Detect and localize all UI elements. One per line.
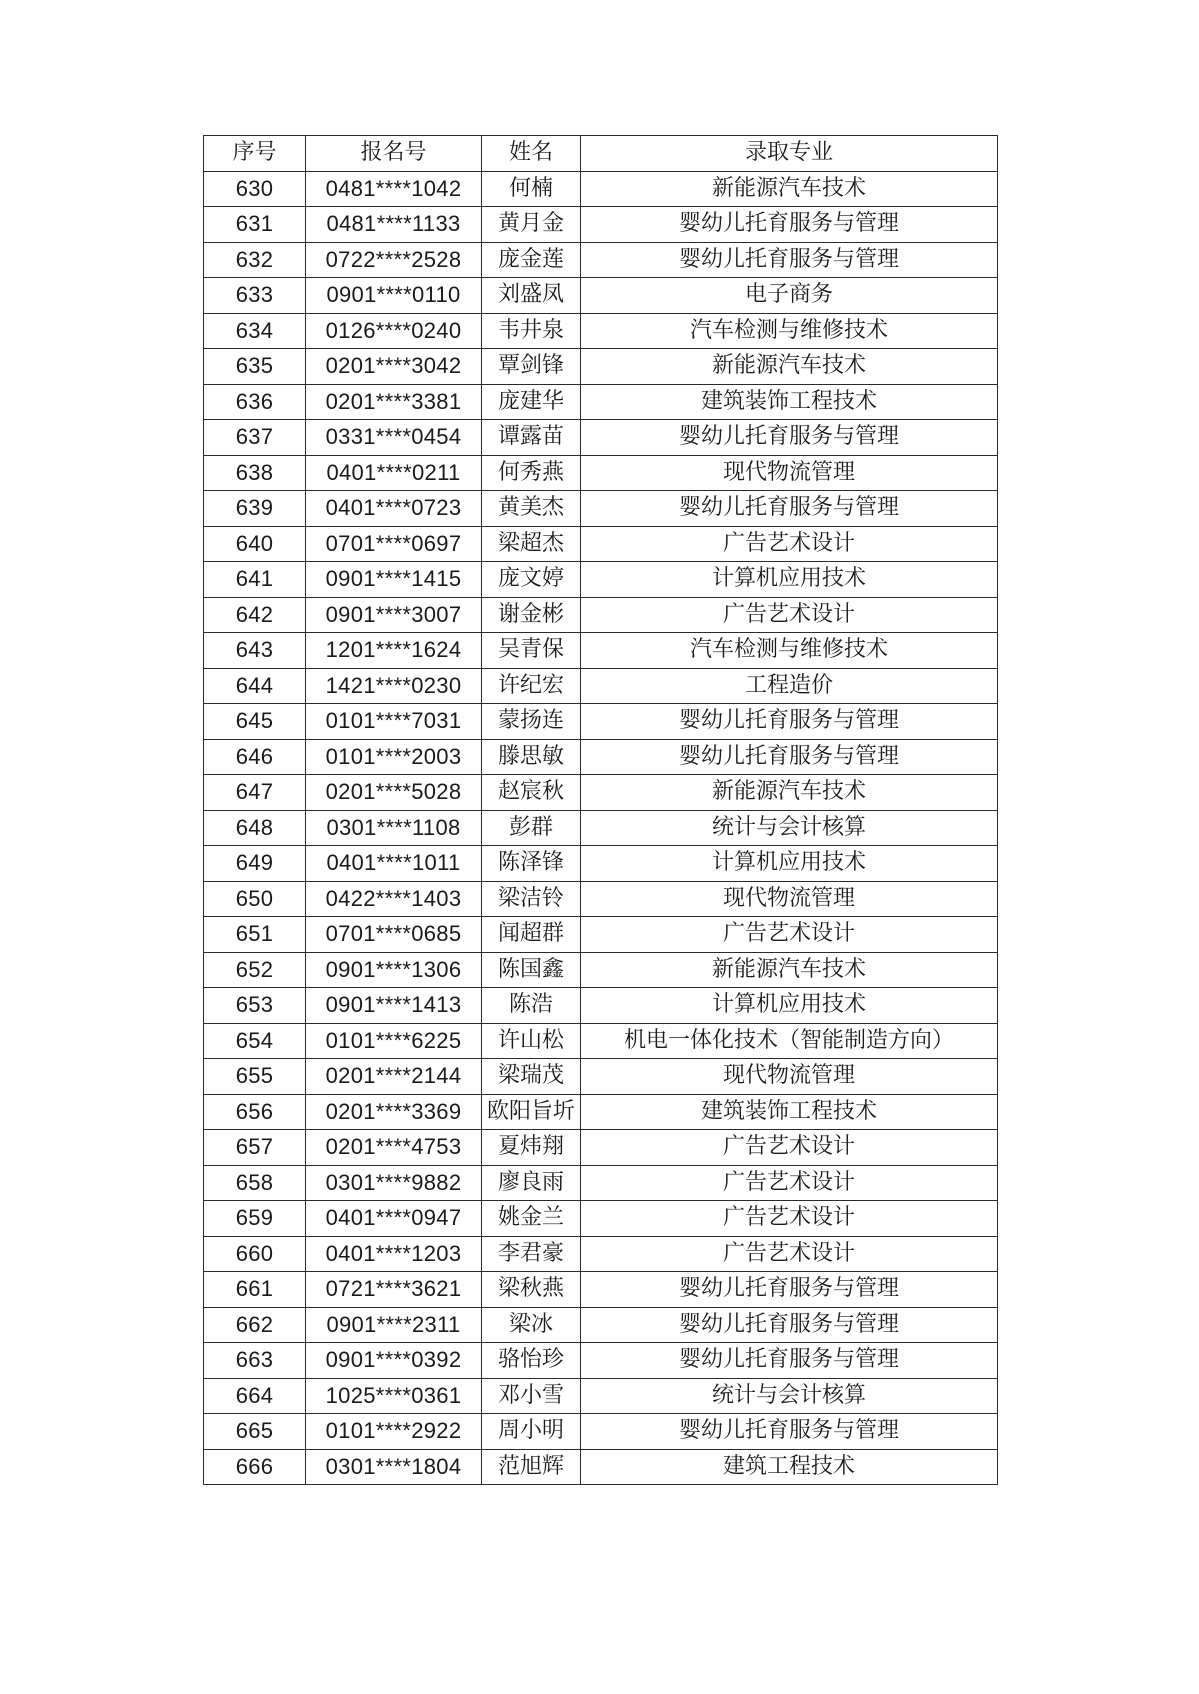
table-row <box>204 810 998 846</box>
major-cell: 广告艺术设计 <box>581 1130 998 1166</box>
registration-number-cell: 0901****1415 <box>306 562 482 598</box>
name-cell: 李君豪 <box>482 1236 581 1272</box>
registration-number-cell: 0701****0697 <box>306 526 482 562</box>
name-cell: 谭露苗 <box>482 420 581 456</box>
major-cell: 建筑装饰工程技术 <box>581 384 998 420</box>
name-cell: 蒙扬连 <box>482 704 581 740</box>
name-cell: 庞文婷 <box>482 562 581 598</box>
seq-cell: 642 <box>204 597 306 633</box>
table-row <box>204 207 998 243</box>
table-row <box>204 526 998 562</box>
seq-cell: 657 <box>204 1130 306 1166</box>
seq-cell: 634 <box>204 313 306 349</box>
table-row <box>204 597 998 633</box>
seq-cell: 653 <box>204 988 306 1024</box>
registration-number-cell: 0401****1203 <box>306 1236 482 1272</box>
major-cell: 广告艺术设计 <box>581 1236 998 1272</box>
header-seq: 序号 <box>204 136 306 172</box>
table-row <box>204 1343 998 1379</box>
name-cell: 闻超群 <box>482 917 581 953</box>
seq-cell: 636 <box>204 384 306 420</box>
name-cell: 范旭辉 <box>482 1449 581 1485</box>
name-cell: 覃剑锋 <box>482 349 581 385</box>
name-cell: 许纪宏 <box>482 668 581 704</box>
table-row <box>204 1414 998 1450</box>
table-row <box>204 1094 998 1130</box>
major-cell: 广告艺术设计 <box>581 1201 998 1237</box>
table-row <box>204 917 998 953</box>
major-cell: 广告艺术设计 <box>581 526 998 562</box>
seq-cell: 645 <box>204 704 306 740</box>
registration-number-cell: 0721****3621 <box>306 1272 482 1308</box>
major-cell: 统计与会计核算 <box>581 1378 998 1414</box>
table-row <box>204 668 998 704</box>
name-cell: 梁洁铃 <box>482 881 581 917</box>
registration-number-cell: 0301****1804 <box>306 1449 482 1485</box>
name-cell: 陈国鑫 <box>482 952 581 988</box>
name-cell: 骆怡珍 <box>482 1343 581 1379</box>
table-row <box>204 1236 998 1272</box>
major-cell: 计算机应用技术 <box>581 562 998 598</box>
table-row <box>204 1201 998 1237</box>
table-row <box>204 1307 998 1343</box>
table-row <box>204 1272 998 1308</box>
name-cell: 刘盛凤 <box>482 278 581 314</box>
registration-number-cell: 0201****5028 <box>306 775 482 811</box>
major-cell: 婴幼儿托育服务与管理 <box>581 242 998 278</box>
registration-number-cell: 0401****0947 <box>306 1201 482 1237</box>
major-cell: 工程造价 <box>581 668 998 704</box>
table-body <box>204 171 998 1485</box>
major-cell: 新能源汽车技术 <box>581 171 998 207</box>
header-registration-number: 报名号 <box>306 136 482 172</box>
name-cell: 夏炜翔 <box>482 1130 581 1166</box>
registration-number-cell: 0301****1108 <box>306 810 482 846</box>
table-row <box>204 952 998 988</box>
major-cell: 婴幼儿托育服务与管理 <box>581 704 998 740</box>
major-cell: 新能源汽车技术 <box>581 775 998 811</box>
table-row <box>204 242 998 278</box>
table-row <box>204 1165 998 1201</box>
table-row <box>204 491 998 527</box>
seq-cell: 635 <box>204 349 306 385</box>
table-row <box>204 988 998 1024</box>
registration-number-cell: 1025****0361 <box>306 1378 482 1414</box>
table-row <box>204 420 998 456</box>
seq-cell: 643 <box>204 633 306 669</box>
name-cell: 陈浩 <box>482 988 581 1024</box>
seq-cell: 662 <box>204 1307 306 1343</box>
name-cell: 梁冰 <box>482 1307 581 1343</box>
name-cell: 许山松 <box>482 1023 581 1059</box>
name-cell: 吴青保 <box>482 633 581 669</box>
table-row <box>204 1378 998 1414</box>
table-row <box>204 739 998 775</box>
seq-cell: 651 <box>204 917 306 953</box>
seq-cell: 659 <box>204 1201 306 1237</box>
major-cell: 汽车检测与维修技术 <box>581 313 998 349</box>
registration-number-cell: 0101****7031 <box>306 704 482 740</box>
registration-number-cell: 0301****9882 <box>306 1165 482 1201</box>
registration-number-cell: 0101****2922 <box>306 1414 482 1450</box>
major-cell: 婴幼儿托育服务与管理 <box>581 420 998 456</box>
registration-number-cell: 1201****1624 <box>306 633 482 669</box>
registration-number-cell: 0901****3007 <box>306 597 482 633</box>
major-cell: 婴幼儿托育服务与管理 <box>581 1414 998 1450</box>
major-cell: 计算机应用技术 <box>581 988 998 1024</box>
table-row <box>204 1023 998 1059</box>
name-cell: 赵宸秋 <box>482 775 581 811</box>
registration-number-cell: 0401****1011 <box>306 846 482 882</box>
seq-cell: 639 <box>204 491 306 527</box>
major-cell: 新能源汽车技术 <box>581 349 998 385</box>
table-row <box>204 1059 998 1095</box>
major-cell: 新能源汽车技术 <box>581 952 998 988</box>
seq-cell: 661 <box>204 1272 306 1308</box>
seq-cell: 654 <box>204 1023 306 1059</box>
registration-number-cell: 0401****0211 <box>306 455 482 491</box>
seq-cell: 655 <box>204 1059 306 1095</box>
seq-cell: 652 <box>204 952 306 988</box>
name-cell: 韦井泉 <box>482 313 581 349</box>
seq-cell: 631 <box>204 207 306 243</box>
seq-cell: 650 <box>204 881 306 917</box>
seq-cell: 633 <box>204 278 306 314</box>
table-row <box>204 881 998 917</box>
major-cell: 婴幼儿托育服务与管理 <box>581 491 998 527</box>
major-cell: 机电一体化技术（智能制造方向） <box>581 1023 998 1059</box>
registration-number-cell: 0901****1413 <box>306 988 482 1024</box>
registration-number-cell: 0201****3381 <box>306 384 482 420</box>
seq-cell: 630 <box>204 171 306 207</box>
table-row <box>204 313 998 349</box>
registration-number-cell: 0201****3369 <box>306 1094 482 1130</box>
major-cell: 统计与会计核算 <box>581 810 998 846</box>
major-cell: 婴幼儿托育服务与管理 <box>581 1307 998 1343</box>
seq-cell: 665 <box>204 1414 306 1450</box>
name-cell: 欧阳旨圻 <box>482 1094 581 1130</box>
admission-table <box>203 135 998 1485</box>
table-row <box>204 455 998 491</box>
seq-cell: 666 <box>204 1449 306 1485</box>
table-row <box>204 846 998 882</box>
table-row <box>204 278 998 314</box>
registration-number-cell: 0901****0392 <box>306 1343 482 1379</box>
registration-number-cell: 0101****2003 <box>306 739 482 775</box>
registration-number-cell: 0722****2528 <box>306 242 482 278</box>
table-row <box>204 704 998 740</box>
major-cell: 婴幼儿托育服务与管理 <box>581 739 998 775</box>
name-cell: 谢金彬 <box>482 597 581 633</box>
major-cell: 广告艺术设计 <box>581 597 998 633</box>
seq-cell: 648 <box>204 810 306 846</box>
name-cell: 廖良雨 <box>482 1165 581 1201</box>
name-cell: 周小明 <box>482 1414 581 1450</box>
seq-cell: 640 <box>204 526 306 562</box>
seq-cell: 664 <box>204 1378 306 1414</box>
seq-cell: 660 <box>204 1236 306 1272</box>
major-cell: 建筑工程技术 <box>581 1449 998 1485</box>
registration-number-cell: 0422****1403 <box>306 881 482 917</box>
registration-number-cell: 0401****0723 <box>306 491 482 527</box>
name-cell: 庞建华 <box>482 384 581 420</box>
table-row <box>204 349 998 385</box>
registration-number-cell: 0901****2311 <box>306 1307 482 1343</box>
table-row <box>204 562 998 598</box>
major-cell: 广告艺术设计 <box>581 917 998 953</box>
major-cell: 计算机应用技术 <box>581 846 998 882</box>
name-cell: 梁瑞茂 <box>482 1059 581 1095</box>
table-row <box>204 384 998 420</box>
seq-cell: 637 <box>204 420 306 456</box>
seq-cell: 644 <box>204 668 306 704</box>
seq-cell: 658 <box>204 1165 306 1201</box>
seq-cell: 656 <box>204 1094 306 1130</box>
registration-number-cell: 0481****1042 <box>306 171 482 207</box>
name-cell: 黄美杰 <box>482 491 581 527</box>
seq-cell: 638 <box>204 455 306 491</box>
seq-cell: 641 <box>204 562 306 598</box>
seq-cell: 647 <box>204 775 306 811</box>
seq-cell: 663 <box>204 1343 306 1379</box>
name-cell: 庞金莲 <box>482 242 581 278</box>
table-row <box>204 1449 998 1485</box>
seq-cell: 646 <box>204 739 306 775</box>
major-cell: 现代物流管理 <box>581 455 998 491</box>
major-cell: 电子商务 <box>581 278 998 314</box>
major-cell: 婴幼儿托育服务与管理 <box>581 1343 998 1379</box>
name-cell: 邓小雪 <box>482 1378 581 1414</box>
table-header <box>204 136 998 172</box>
name-cell: 梁超杰 <box>482 526 581 562</box>
major-cell: 建筑装饰工程技术 <box>581 1094 998 1130</box>
table-row <box>204 171 998 207</box>
seq-cell: 649 <box>204 846 306 882</box>
table-row <box>204 775 998 811</box>
seq-cell: 632 <box>204 242 306 278</box>
registration-number-cell: 0331****0454 <box>306 420 482 456</box>
table-row <box>204 1130 998 1166</box>
major-cell: 汽车检测与维修技术 <box>581 633 998 669</box>
name-cell: 陈泽锋 <box>482 846 581 882</box>
registration-number-cell: 0126****0240 <box>306 313 482 349</box>
registration-number-cell: 0901****1306 <box>306 952 482 988</box>
major-cell: 现代物流管理 <box>581 1059 998 1095</box>
registration-number-cell: 0201****4753 <box>306 1130 482 1166</box>
registration-number-cell: 0701****0685 <box>306 917 482 953</box>
major-cell: 广告艺术设计 <box>581 1165 998 1201</box>
major-cell: 婴幼儿托育服务与管理 <box>581 207 998 243</box>
name-cell: 黄月金 <box>482 207 581 243</box>
name-cell: 滕思敏 <box>482 739 581 775</box>
table-row <box>204 633 998 669</box>
registration-number-cell: 0101****6225 <box>306 1023 482 1059</box>
name-cell: 何楠 <box>482 171 581 207</box>
registration-number-cell: 0901****0110 <box>306 278 482 314</box>
name-cell: 彭群 <box>482 810 581 846</box>
header-name: 姓名 <box>482 136 581 172</box>
major-cell: 现代物流管理 <box>581 881 998 917</box>
header-admitted-major: 录取专业 <box>581 136 998 172</box>
header-row <box>204 136 998 172</box>
registration-number-cell: 0481****1133 <box>306 207 482 243</box>
major-cell: 婴幼儿托育服务与管理 <box>581 1272 998 1308</box>
registration-number-cell: 0201****3042 <box>306 349 482 385</box>
name-cell: 梁秋燕 <box>482 1272 581 1308</box>
name-cell: 何秀燕 <box>482 455 581 491</box>
registration-number-cell: 1421****0230 <box>306 668 482 704</box>
registration-number-cell: 0201****2144 <box>306 1059 482 1095</box>
name-cell: 姚金兰 <box>482 1201 581 1237</box>
